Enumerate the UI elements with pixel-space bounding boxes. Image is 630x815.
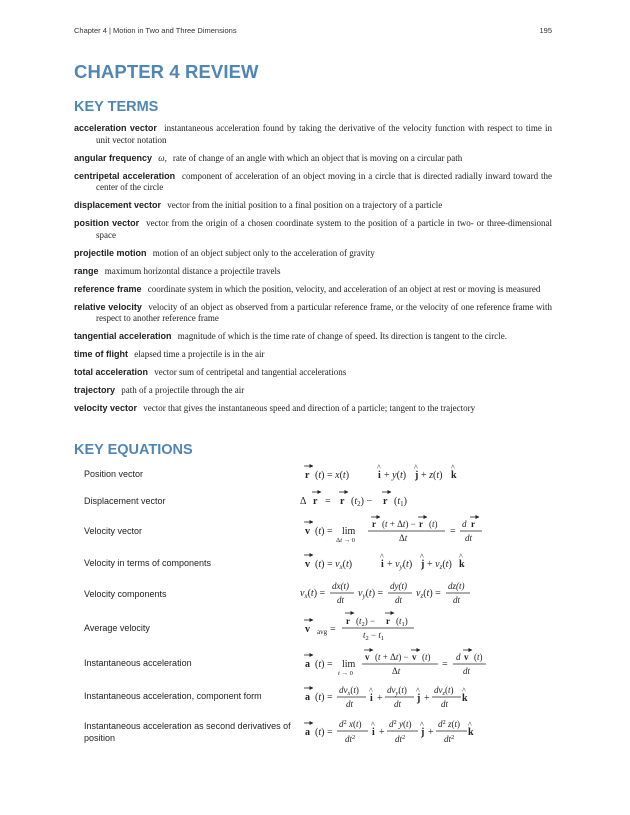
svg-text:dt: dt: [453, 595, 461, 605]
term-name: acceleration vector: [74, 123, 157, 133]
svg-text:j: j: [421, 559, 425, 570]
svg-text:d2 z(t): $d^2$ z(t): [438, 719, 461, 729]
svg-text:t → 0: t → 0: [338, 670, 353, 677]
equation-label: Average velocity: [84, 623, 150, 633]
term-definition: instantaneous acceleration found by taking the derivative of the velocity function with respect to time in unit vector notation: [96, 123, 553, 145]
term-definition: elapsed time a projectile is in the air: [134, 349, 265, 359]
equation-velocity-components: [300, 581, 470, 605]
svg-text:j: j: [421, 727, 425, 738]
term-definition: vector that gives the instantaneous speed and direction of a particle; tangent to the trajectory: [143, 403, 476, 413]
running-title: Chapter 4 | Motion in Two and Three Dimensions: [74, 26, 237, 35]
svg-text:=: =: [330, 624, 336, 635]
term-name: angular frequency: [74, 152, 153, 163]
term-name: range: [74, 265, 99, 276]
term-name: reference frame: [74, 283, 142, 294]
svg-text:dt: dt: [395, 595, 403, 605]
svg-text:k: k: [462, 693, 468, 704]
svg-text:k: k: [468, 727, 474, 738]
svg-text:d: d: [456, 652, 461, 662]
svg-text:r: r: [386, 616, 390, 626]
svg-text:dt: dt: [394, 699, 402, 709]
page-number: 195: [539, 26, 552, 35]
svg-text:^: ^: [468, 720, 472, 729]
svg-text:=: =: [442, 659, 448, 670]
svg-text:vy(t) =: $v_y(t)$ =: [358, 588, 384, 600]
svg-text:=: =: [325, 496, 331, 507]
svg-text:dz(t): dz(t): [448, 581, 465, 591]
svg-text:^: ^: [371, 720, 375, 729]
term-definition: vector sum of centripetal and tangential accelerations: [154, 367, 347, 377]
term-definition: coordinate system in which the position, velocity, and acceleration of an object at rest or moving is measured: [147, 283, 541, 294]
equation-average-velocity: [304, 613, 414, 642]
svg-text:+ z(t): + z(t): [421, 470, 443, 481]
svg-text:Δt → 0: Δt → 0: [336, 537, 355, 544]
svg-text:r: r: [340, 496, 345, 507]
equation-position-vector: [304, 463, 457, 481]
svg-text:^: ^: [462, 686, 466, 695]
svg-text:i: i: [370, 693, 373, 704]
svg-text:^: ^: [451, 463, 455, 472]
svg-text:dt2: $dt^2$: [345, 734, 356, 744]
svg-text:i: i: [378, 470, 381, 481]
equation-acceleration-component-form: [304, 685, 468, 709]
svg-text:v: v: [305, 624, 310, 635]
svg-text:k: k: [451, 470, 457, 481]
svg-text:r: r: [313, 496, 318, 507]
svg-text:j: j: [417, 693, 421, 704]
term-name: position vector: [74, 218, 140, 228]
svg-text:vx(t) =: $v_x(t)$ =: [300, 588, 326, 600]
svg-text:^: ^: [420, 720, 424, 729]
svg-text:^: ^: [414, 463, 418, 472]
term-symbol: ω,: [158, 152, 167, 163]
term-definition: vector from the initial position to a final position on a trajectory of a particle: [167, 200, 443, 210]
equation-velocity-components-form: [304, 552, 465, 571]
svg-text:^: ^: [369, 686, 373, 695]
svg-text:^: ^: [377, 463, 381, 472]
equation-label: Displacement vector: [84, 496, 166, 506]
equation-label: Instantaneous acceleration, component form: [84, 691, 262, 701]
term-definition: component of acceleration of an object moving in a circle that is directed radially inward toward the center of the circle: [96, 170, 553, 192]
svg-text:v: v: [365, 652, 370, 662]
equation-velocity-vector: [304, 517, 482, 544]
term-name: time of flight: [74, 349, 128, 359]
svg-text:(t2) −: $(t_2)$ −: [351, 496, 373, 508]
svg-text:d2 x(t): $d^2$ x(t): [339, 719, 362, 729]
svg-text:Δ: Δ: [300, 496, 307, 507]
term-definition: maximum horizontal distance a projectile travels: [104, 265, 281, 276]
svg-text:r: r: [372, 519, 376, 529]
svg-text:r: r: [383, 496, 388, 507]
equations-svg: [74, 0, 552, 815]
svg-text:dvz(t): $dv_z(t)$: [434, 685, 454, 697]
svg-text:j: j: [415, 470, 419, 481]
equation-label: Velocity vector: [84, 526, 143, 536]
svg-text:r: r: [346, 616, 350, 626]
svg-text:vz(t) =: $v_z(t)$ =: [416, 588, 441, 600]
svg-text:+: +: [379, 727, 385, 738]
term-definition: rate of change of an angle with which an object that is moving on a circular path: [172, 152, 463, 163]
svg-text:(t + Δt) −: (t + Δt) −: [382, 519, 416, 529]
svg-text:Δt: Δt: [399, 533, 408, 543]
svg-text:(t): (t): [474, 652, 483, 662]
svg-text:dvy(t): $dv_y(t)$: [387, 685, 407, 697]
svg-text:dt: dt: [346, 699, 354, 709]
svg-text:dt: dt: [337, 595, 345, 605]
svg-text:dt: dt: [441, 699, 449, 709]
svg-text:(t): (t): [422, 652, 431, 662]
svg-text:dt: dt: [463, 666, 471, 676]
svg-text:v: v: [305, 526, 310, 537]
svg-text:^: ^: [416, 686, 420, 695]
term-name: projectile motion: [74, 247, 147, 258]
svg-text:v: v: [464, 652, 469, 662]
svg-text:dvx(t): $dv_x(t)$: [339, 685, 359, 697]
svg-text:r: r: [471, 519, 475, 529]
svg-text:(t) =: (t) =: [315, 659, 333, 670]
svg-text:(t1): $(t_1)$: [394, 496, 407, 508]
svg-text:(t): (t): [429, 519, 438, 529]
key-terms-heading: KEY TERMS: [74, 99, 159, 115]
term-name: trajectory: [74, 385, 116, 395]
svg-text:d2 y(t): $d^2$ y(t): [389, 719, 412, 729]
svg-text:a: a: [305, 727, 310, 738]
svg-text:d: d: [462, 519, 467, 529]
svg-text:+: +: [424, 693, 430, 704]
svg-text:dy(t): dy(t): [390, 581, 407, 591]
svg-text:(t + Δt) −: (t + Δt) −: [375, 652, 409, 662]
term-name: velocity vector: [74, 403, 138, 413]
svg-text:+ vz(t): + $v_z(t)$: [427, 559, 452, 571]
svg-text:i: i: [381, 559, 384, 570]
svg-text:v: v: [412, 652, 417, 662]
svg-text:^: ^: [380, 552, 384, 561]
term-definition: vector from the origin of a chosen coordinate system to the position of a particle in two- or three-dimensional space: [96, 218, 553, 240]
svg-text:^: ^: [420, 552, 424, 561]
equation-label: Position vector: [84, 469, 144, 479]
svg-text:a: a: [305, 692, 310, 703]
term-definition: velocity of an object as observed from a particular reference frame, or the velocity of one reference frame with respect to another reference frame: [96, 301, 553, 323]
svg-text:+ y(t): + y(t): [384, 470, 407, 481]
svg-text:avg: avg: [317, 628, 328, 636]
svg-text:v: v: [305, 559, 310, 570]
chapter-title: CHAPTER 4 REVIEW: [74, 61, 259, 82]
term-name: relative velocity: [74, 301, 142, 312]
term-name: centripetal acceleration: [74, 170, 176, 181]
term-definition: path of a projectile through the air: [121, 385, 245, 395]
svg-text:(t) = x(t): (t) = x(t): [315, 470, 350, 481]
equation-label: Instantaneous acceleration as second derivatives of position: [84, 721, 291, 743]
svg-text:(t) =: (t) =: [315, 727, 333, 738]
svg-text:t2 − t1: $t_2 - t_1$: [363, 630, 385, 642]
equation-label: Velocity in terms of components: [84, 558, 212, 568]
svg-text:r: r: [419, 519, 423, 529]
svg-text:dt2: $dt^2$: [444, 734, 455, 744]
svg-text:dt2: $dt^2$: [395, 734, 406, 744]
svg-text:(t) = vx(t): $(t) = v_x(t)$: [315, 559, 353, 571]
term-definition: magnitude of which is the time rate of change of speed. Its direction is tangent to the circle.: [177, 331, 507, 341]
svg-text:Δt: Δt: [392, 666, 401, 676]
svg-text:a: a: [305, 659, 310, 670]
equation-label: Velocity components: [84, 589, 167, 599]
svg-text:(t1): $(t_1)$: [396, 616, 408, 628]
svg-text:+ vy(t): + $v_y(t)$: [387, 559, 413, 571]
svg-text:(t2) −: $(t_2)$ −: [356, 616, 376, 628]
key-equations-heading: KEY EQUATIONS: [74, 442, 193, 458]
svg-text:dx(t): dx(t): [332, 581, 349, 591]
term-name: total acceleration: [74, 367, 149, 377]
term-definition: motion of an object subject only to the acceleration of gravity: [152, 247, 375, 258]
svg-text:lim: lim: [342, 526, 356, 537]
equation-label: Instantaneous acceleration: [84, 658, 192, 668]
svg-text:+: +: [428, 727, 434, 738]
equation-displacement-vector: [300, 492, 407, 508]
equation-acceleration-second-derivatives: [304, 719, 474, 744]
svg-text:k: k: [459, 559, 465, 570]
svg-text:(t) =: (t) =: [315, 526, 333, 537]
term-name: tangential acceleration: [74, 331, 172, 341]
svg-text:(t) =: (t) =: [315, 692, 333, 703]
term-name: displacement vector: [74, 200, 162, 210]
svg-text:r: r: [305, 470, 310, 481]
svg-text:i: i: [372, 727, 375, 738]
equation-instantaneous-acceleration: [304, 650, 486, 677]
svg-text:^: ^: [459, 552, 463, 561]
svg-text:dt: dt: [465, 533, 473, 543]
svg-text:=: =: [450, 526, 456, 537]
svg-text:+: +: [377, 693, 383, 704]
svg-text:lim: lim: [342, 659, 356, 670]
